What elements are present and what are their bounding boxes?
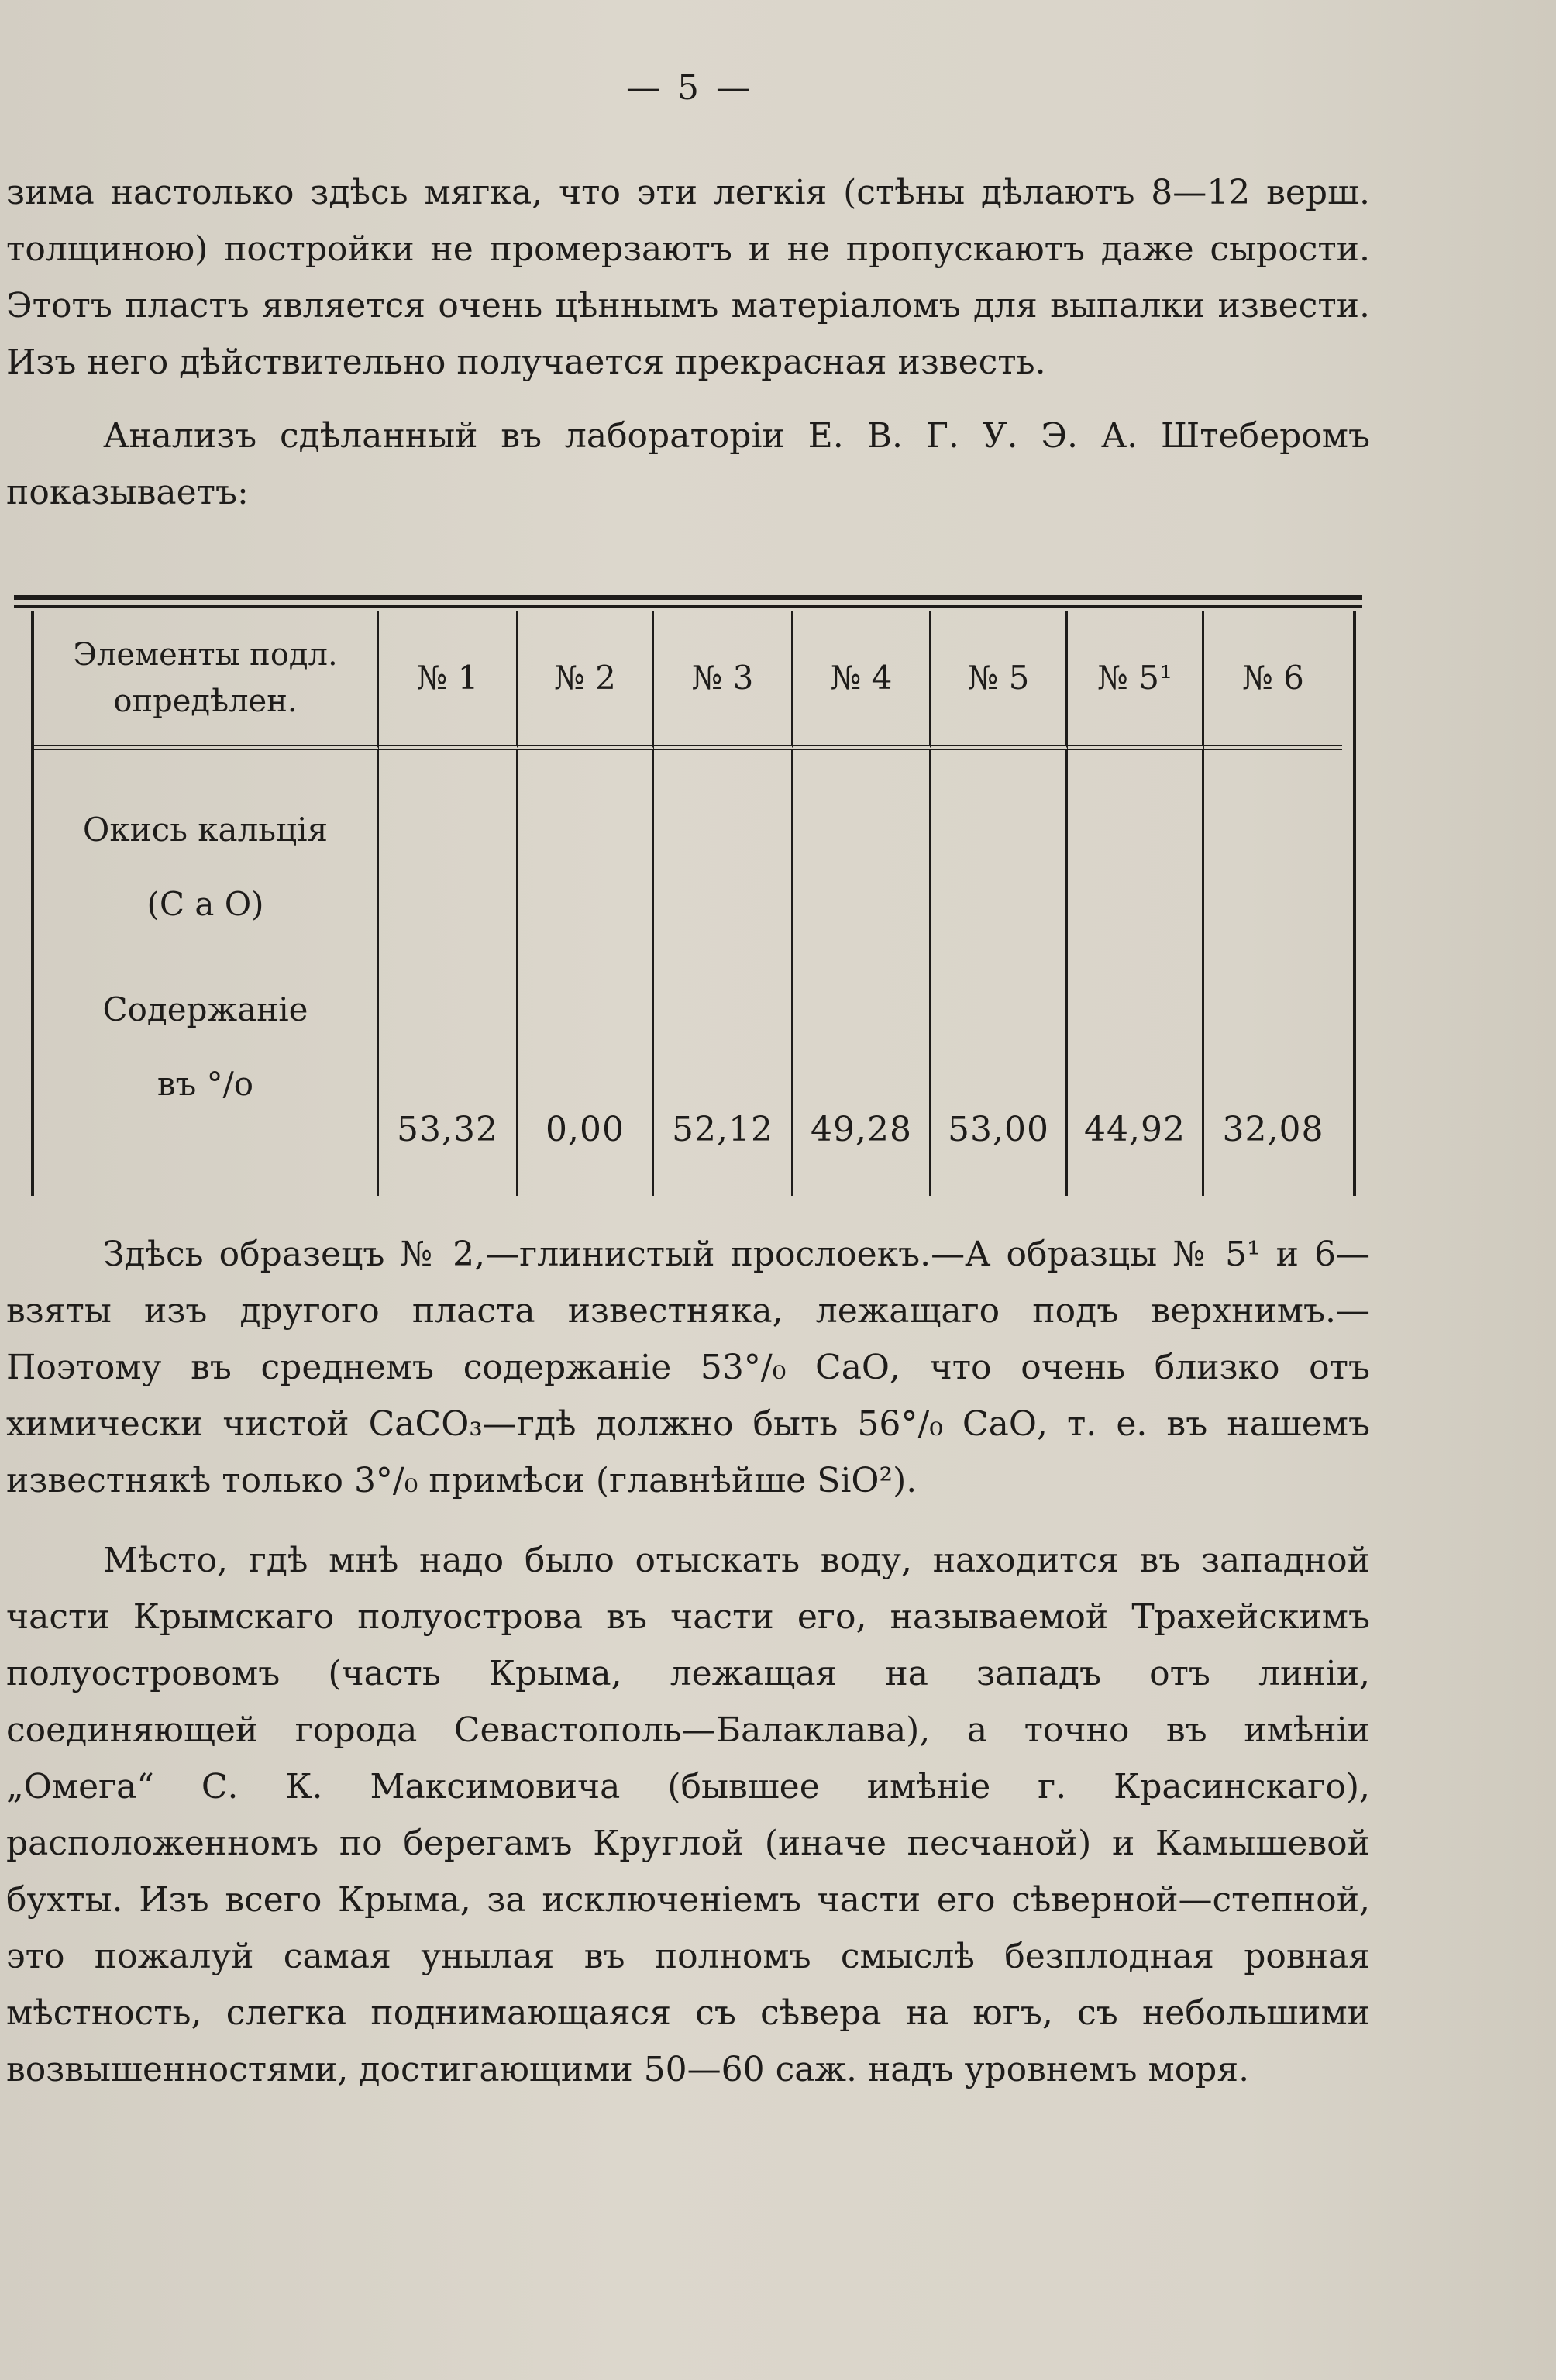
table-top-rule: [14, 595, 1362, 608]
table-cell-value-6: 32,08: [1222, 1110, 1324, 1149]
row-label-line1: Окись кальція: [82, 811, 329, 849]
row-label-line3: Содержаніе: [102, 990, 308, 1028]
table-cell-value-5-1: 44,92: [1068, 750, 1204, 1196]
table-header-col-2: № 2: [518, 611, 654, 750]
table-cell-value-1: 53,32: [379, 750, 518, 1196]
paragraph-analysis: Анализъ сдѣланный въ лабораторіи Е. В. Г. У. Э. А. Штеберомъ показываетъ:: [6, 416, 1370, 512]
row-label-line2: (С а О): [146, 885, 264, 923]
table-row-label: [34, 750, 379, 1196]
table-header-col-6: № 6: [1204, 611, 1342, 750]
table-header-label: [34, 611, 379, 750]
table-cell-value-3: 52,12: [654, 750, 793, 1196]
paragraph-bottom-block: [6, 1226, 1370, 2098]
paragraph-sample: Здѣсь образецъ № 2,—глинистый прослоекъ.—А образцы № 5¹ и 6—взяты изъ другого пласта известняка, лежащаго подъ верхнимъ.—Поэтому въ среднемъ содержаніе 53°/₀ СаО, что очень близко отъ химически чистой СаСО₃—гдѣ должно быть 56°/₀ СаО, т. е. въ нашемъ известнякѣ только 3°/₀ примѣси (главнѣйше SiO²).: [6, 1235, 1370, 1500]
table-header-col-3: № 3: [654, 611, 793, 750]
paragraph-place: Мѣсто, гдѣ мнѣ надо было отыскать воду, находится въ западной части Крымскаго полуострова въ части его, называемой Трахейскимъ полуостровомъ (часть Крыма, лежащая на западъ отъ линіи, соединяющей города Севастополь—Балаклава), а точно въ имѣніи „Омега“ С. К. Максимовича (бывшее имѣніе г. Красинскаго), расположенномъ по берегамъ Круглой (иначе песчаной) и Камышевой бухты. Изъ всего Крыма, за исключеніемъ части его сѣверной—степной, это пожалуй самая унылая въ полномъ смыслѣ безплодная ровная мѣстность, слегка поднимающаяся съ сѣвера на югъ, съ небольшими возвышенностями, достигающими 50—60 саж. надъ уровнемъ моря.: [6, 1541, 1370, 2089]
table-header-col-5-1: № 5¹: [1068, 611, 1204, 750]
table-header-col-4: № 4: [793, 611, 931, 750]
table-cell-value-5: 53,00: [931, 750, 1068, 1196]
header-label-line1: Элементы подл.: [73, 636, 338, 673]
table-cell-value-2: 0,00: [518, 750, 654, 1196]
paragraph-top: зима настолько здѣсь мягка, что эти легкія (стѣны дѣлаютъ 8—12 верш. толщиною) постройки не промерзаютъ и не пропускаютъ даже сырости. Этотъ пластъ является очень цѣннымъ матеріаломъ для выпалки извести. Изъ него дѣйствительно получается прекрасная известь.: [6, 173, 1370, 382]
table-header-col-1: № 1: [379, 611, 518, 750]
header-label-line2: опредѣлен.: [113, 683, 298, 719]
row-label-line4: въ °/о: [157, 1065, 254, 1103]
table-header-col-5: № 5: [931, 611, 1068, 750]
table-cell-value-4: 49,28: [793, 750, 931, 1196]
page-number: — 5 —: [626, 68, 753, 108]
paragraph-top-block: [6, 164, 1370, 521]
analysis-table: [14, 595, 1348, 1200]
table-grid: [31, 611, 1356, 1196]
